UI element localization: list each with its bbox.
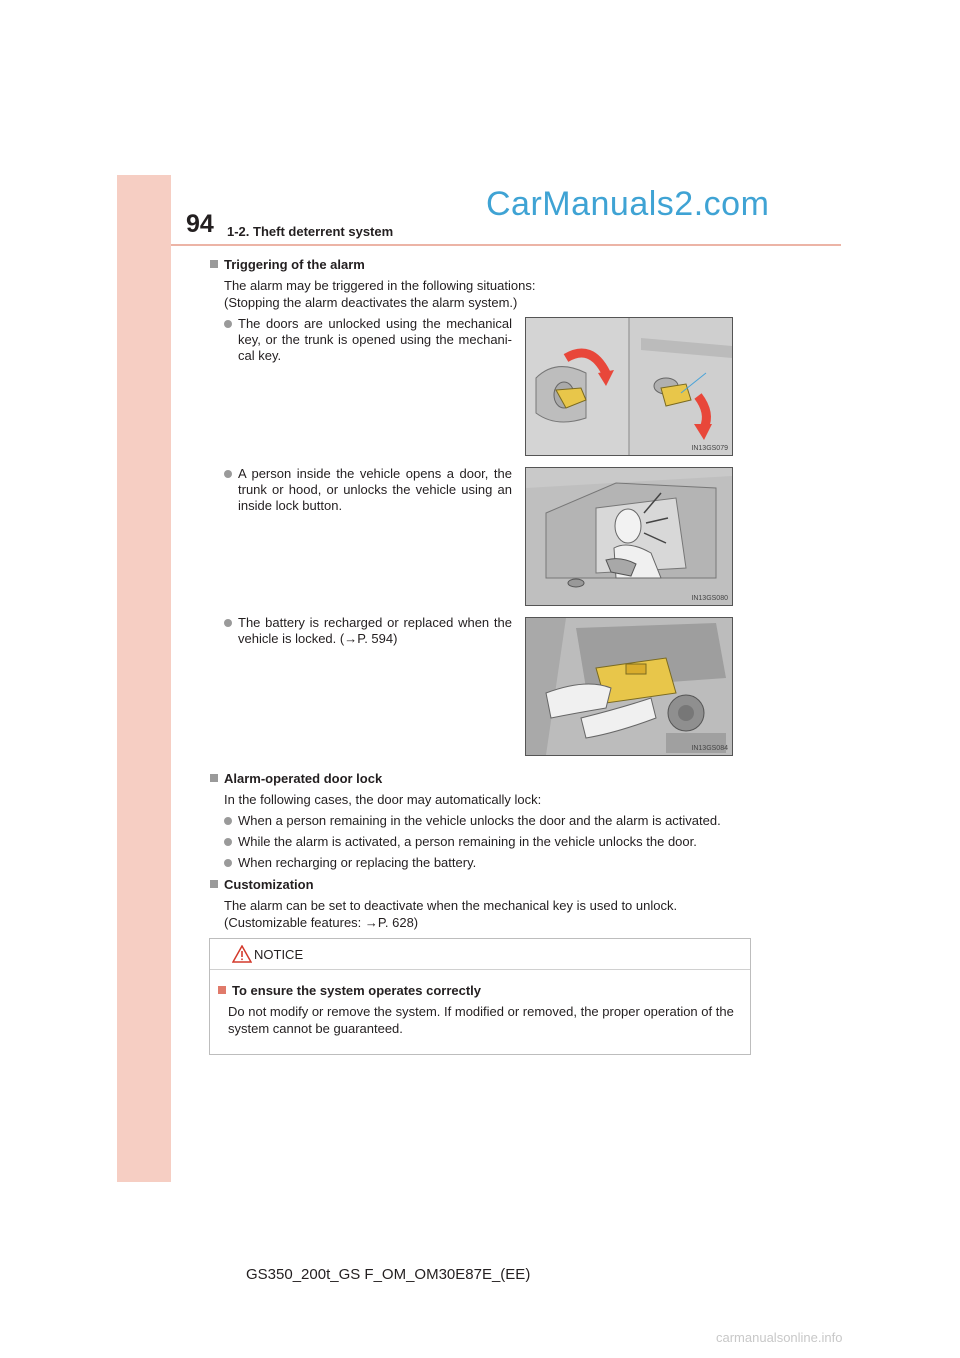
trigger-item-1: The doors are unlocked using the mechanical key, or the trunk is opened using the mechani-cal key. bbox=[238, 316, 512, 364]
square-bullet-icon bbox=[210, 774, 218, 782]
round-bullet-icon bbox=[224, 320, 232, 328]
triggering-intro-line1: The alarm may be triggered in the following situations: bbox=[224, 278, 536, 293]
door-lock-section bbox=[210, 770, 770, 808]
customization-line2: (Customizable features: →P. 628) bbox=[224, 915, 419, 930]
door-lock-item-3: When recharging or replacing the battery. bbox=[238, 855, 778, 871]
figure-person-inside bbox=[525, 467, 733, 606]
triggering-section bbox=[210, 256, 770, 311]
notice-heading: To ensure the system operates correctly bbox=[218, 983, 481, 998]
square-bullet-icon bbox=[210, 880, 218, 888]
trigger-item-3: The battery is recharged or replaced when the vehicle is locked. (→P. 594) bbox=[238, 615, 512, 647]
trigger-item-2: A person inside the vehicle opens a door, the trunk or hood, or unlocks the vehicle using an inside lock button. bbox=[238, 466, 512, 514]
notice-title: NOTICE bbox=[254, 947, 304, 962]
customization-line1: The alarm can be set to deactivate when the mechanical key is used to unlock. bbox=[224, 898, 678, 913]
triggering-intro-line2: (Stopping the alarm deactivates the alarm system.) bbox=[224, 295, 518, 310]
figure-code: IN13GS084 bbox=[691, 745, 728, 752]
person-inside-vehicle-illustration bbox=[526, 468, 732, 605]
customization-heading: Customization bbox=[210, 876, 770, 893]
round-bullet-icon bbox=[224, 838, 232, 846]
door-lock-item-2: While the alarm is activated, a person remaining in the vehicle unlocks the door. bbox=[238, 834, 778, 850]
mechanical-key-illustration bbox=[526, 318, 732, 455]
square-bullet-icon bbox=[218, 986, 226, 994]
battery-illustration bbox=[526, 618, 732, 755]
triggering-heading: Triggering of the alarm bbox=[210, 256, 770, 273]
notice-header bbox=[210, 939, 750, 970]
warning-triangle-icon bbox=[232, 945, 252, 963]
door-lock-item-1: When a person remaining in the vehicle unlocks the door and the alarm is activated. bbox=[238, 813, 778, 829]
customization-section bbox=[210, 876, 770, 931]
round-bullet-icon bbox=[224, 817, 232, 825]
bottom-watermark: carmanualsonline.info bbox=[716, 1330, 843, 1345]
watermark-logo: CarManuals2.com bbox=[486, 185, 770, 223]
notice-body: Do not modify or remove the system. If modified or removed, the proper operation of the system cannot be guaranteed. bbox=[228, 1004, 734, 1036]
figure-code: IN13GS080 bbox=[691, 595, 728, 602]
page-number: 94 bbox=[186, 210, 214, 238]
figure-mechanical-key bbox=[525, 317, 733, 456]
section-title: 1-2. Theft deterrent system bbox=[227, 224, 394, 239]
round-bullet-icon bbox=[224, 470, 232, 478]
square-bullet-icon bbox=[210, 260, 218, 268]
figure-battery bbox=[525, 617, 733, 756]
round-bullet-icon bbox=[224, 619, 232, 627]
side-tab-band bbox=[117, 175, 171, 1182]
round-bullet-icon bbox=[224, 859, 232, 867]
door-lock-intro: In the following cases, the door may automatically lock: bbox=[224, 792, 542, 807]
document-code: GS350_200t_GS F_OM_OM30E87E_(EE) bbox=[246, 1266, 531, 1283]
notice-box bbox=[209, 938, 751, 1055]
door-lock-heading: Alarm-operated door lock bbox=[210, 770, 770, 787]
figure-code: IN13GS079 bbox=[691, 445, 728, 452]
header-divider bbox=[171, 244, 841, 246]
